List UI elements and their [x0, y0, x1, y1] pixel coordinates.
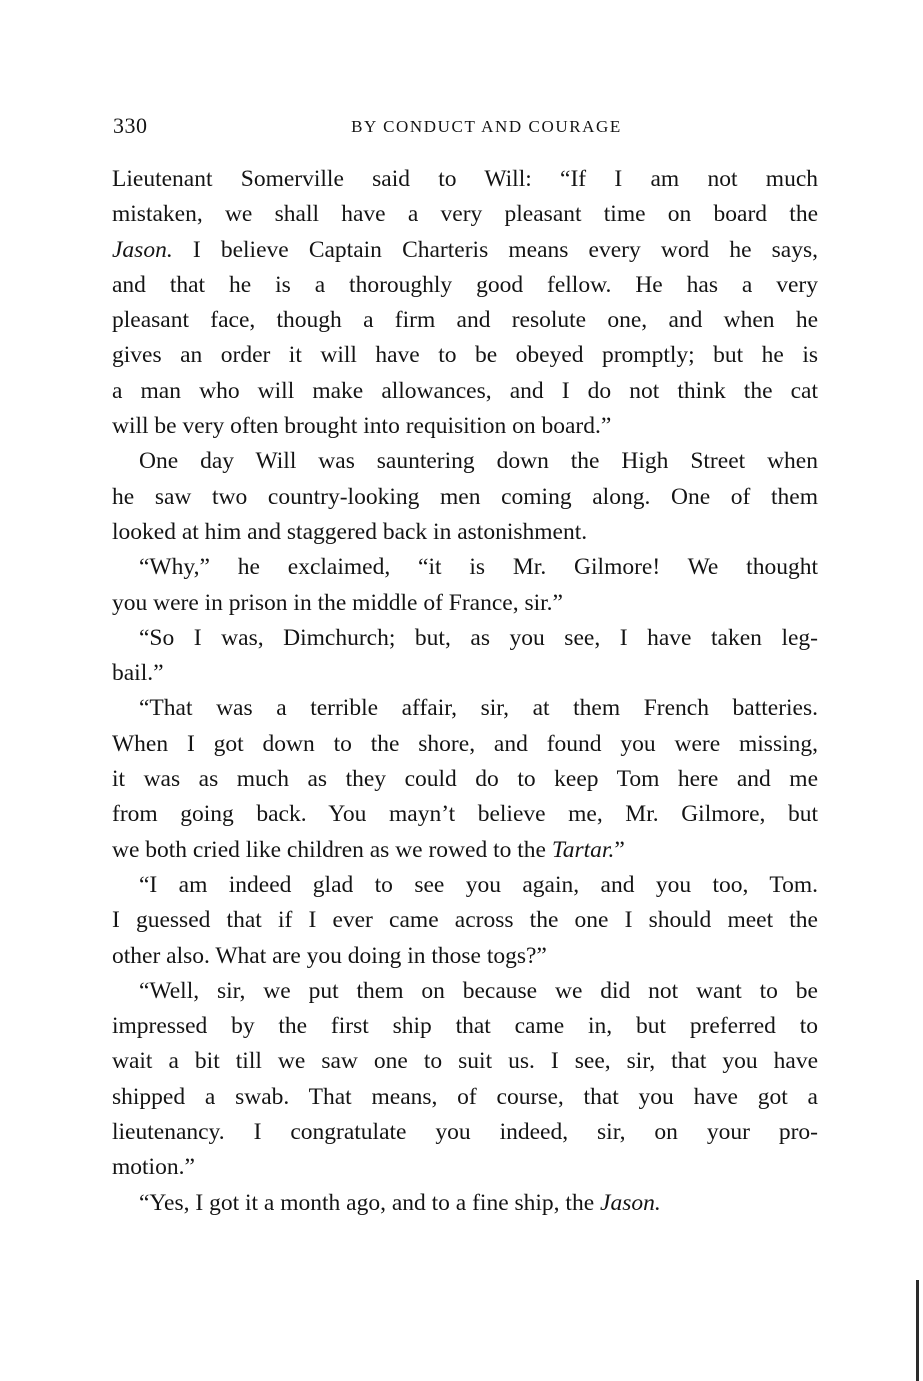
- text-line: impressed by the first ship that came in, but preferred to: [112, 1013, 818, 1040]
- text-line: mistaken, we shall have a very pleasant time on board the: [112, 201, 818, 228]
- italic-ship-name: Jason.: [600, 1189, 661, 1216]
- text-line: looked at him and staggered back in astonishment.: [112, 518, 588, 545]
- text-line: from going back. You mayn’t believe me, Mr. Gilmore, but: [112, 801, 818, 828]
- text-line: Jason. I believe Captain Charteris means every word he says,: [112, 236, 818, 263]
- text-line: One day Will was sauntering down the High Street when: [139, 448, 818, 475]
- scan-edge-mark: [916, 1280, 919, 1381]
- text-line: you were in prison in the middle of France, sir.”: [112, 589, 563, 616]
- text-line: wait a bit till we saw one to suit us. I see, sir, that you have: [112, 1048, 818, 1075]
- text-line: a man who will make allowances, and I do not think the cat: [112, 377, 818, 404]
- text-line: I guessed that if I ever came across the one I should meet the: [112, 907, 818, 934]
- text-line: it was as much as they could do to keep Tom here and me: [112, 766, 818, 793]
- text-line: he saw two country-looking men coming along. One of them: [112, 483, 818, 510]
- text-line: “Yes, I got it a month ago, and to a fine ship, the Jason.: [139, 1189, 661, 1216]
- body-text: [112, 162, 818, 1221]
- text-line: other also. What are you doing in those togs?”: [112, 942, 547, 969]
- text-line: pleasant face, though a firm and resolute one, and when he: [112, 307, 818, 334]
- running-title: BY CONDUCT AND COURAGE: [351, 117, 622, 136]
- page-header: [113, 113, 818, 143]
- text-line: shipped a swab. That means, of course, that you have got a: [112, 1083, 818, 1110]
- text-line: “Why,” he exclaimed, “it is Mr. Gilmore! We thought: [139, 554, 818, 581]
- text-line: gives an order it will have to be obeyed promptly; but he is: [112, 342, 818, 369]
- text-line: “Well, sir, we put them on because we did not want to be: [139, 977, 818, 1004]
- text-line: “I am indeed glad to see you again, and you too, Tom.: [139, 871, 818, 898]
- italic-ship-name: Jason.: [112, 236, 173, 263]
- text-line: Lieutenant Somerville said to Will: “If I am not much: [112, 166, 818, 192]
- text-line: motion.”: [112, 1154, 195, 1181]
- text-line: bail.”: [112, 660, 164, 687]
- text-line: and that he is a thoroughly good fellow. He has a very: [112, 271, 818, 298]
- text-line: we both cried like children as we rowed to the Tartar.”: [112, 836, 625, 863]
- page-number: 330: [113, 113, 148, 138]
- text-line: When I got down to the shore, and found you were missing,: [112, 730, 818, 757]
- text-line: “So I was, Dimchurch; but, as you see, I have taken leg-: [139, 624, 818, 651]
- text-line: will be very often brought into requisition on board.”: [112, 413, 612, 440]
- text-line: lieutenancy. I congratulate you indeed, sir, on your pro-: [112, 1119, 818, 1146]
- text-line: “That was a terrible affair, sir, at them French batteries.: [139, 695, 818, 722]
- italic-ship-name: Tartar.: [551, 836, 615, 863]
